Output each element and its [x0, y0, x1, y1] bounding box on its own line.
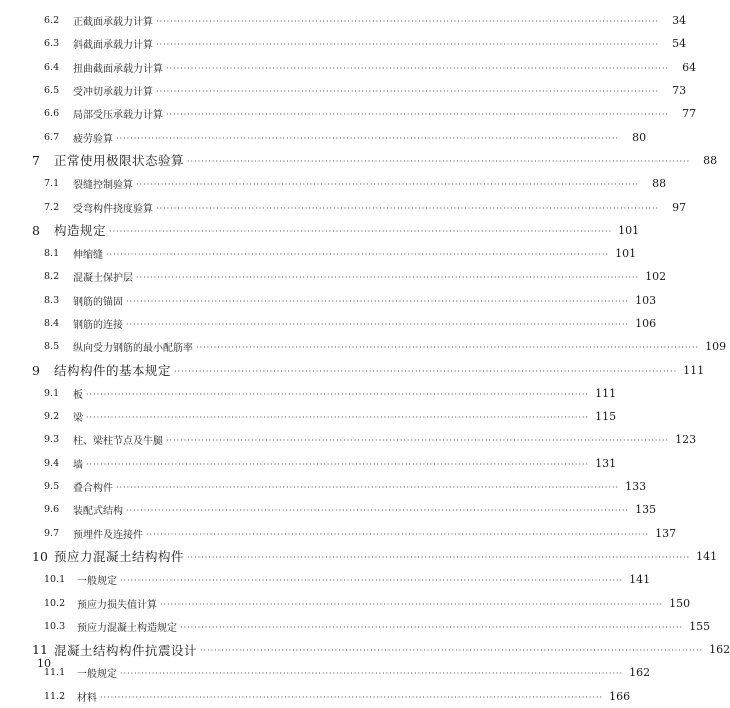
toc-entry-title: 局部受压承载力计算 — [73, 110, 163, 122]
toc-entry-page: 141 — [696, 549, 718, 563]
dot-leader — [136, 273, 639, 282]
toc-entry-title: 预应力混凝土结构构件 — [54, 549, 185, 565]
dot-leader — [86, 413, 589, 422]
toc-entry-number: 8 — [32, 222, 40, 238]
dot-leader — [187, 553, 690, 562]
toc-entry-number: 9.3 — [44, 434, 60, 446]
toc-entry-title: 钢筋的连接 — [73, 320, 123, 331]
toc-entry-number: 7.1 — [44, 178, 60, 190]
toc-section-entry — [0, 568, 651, 591]
toc-entry-page: 135 — [635, 503, 657, 517]
toc-entry-number: 8.4 — [44, 318, 60, 329]
dot-leader — [156, 87, 659, 96]
toc-entry-title: 受冲切承载力计算 — [73, 87, 153, 99]
toc-section-entry — [0, 615, 711, 638]
toc-section-entry — [0, 9, 687, 32]
dot-leader — [156, 40, 659, 49]
toc-entry-page: 34 — [672, 14, 687, 28]
dot-leader — [126, 506, 629, 515]
toc-entry-page: 123 — [675, 433, 697, 447]
dot-leader — [180, 623, 683, 632]
toc-entry-title: 斜截面承载力计算 — [73, 40, 153, 52]
toc-entry-page: 88 — [652, 177, 667, 191]
dot-leader — [160, 600, 663, 609]
toc-entry-title: 墙 — [73, 459, 83, 471]
toc-section-entry — [0, 102, 697, 125]
toc-entry-page: 102 — [645, 270, 667, 284]
toc-entry-number: 11.2 — [44, 690, 66, 702]
dot-leader — [109, 227, 612, 236]
toc-entry-title: 正常使用极限状态验算 — [54, 153, 185, 169]
toc-entry-number: 9.7 — [44, 527, 60, 539]
toc-entry-title: 梁 — [73, 413, 83, 425]
toc-chapter-entry — [0, 358, 705, 381]
dot-leader — [120, 576, 623, 585]
toc-entry-number: 6.6 — [44, 108, 60, 120]
toc-entry-number: 8.5 — [44, 341, 60, 353]
toc-section-entry — [0, 172, 667, 195]
toc-entry-page: 111 — [683, 363, 705, 377]
toc-entry-number: 10.2 — [44, 597, 66, 609]
toc-chapter-entry — [0, 638, 730, 661]
dot-leader — [187, 157, 690, 166]
toc-entry-title: 构造规定 — [54, 223, 107, 239]
toc-section-entry — [0, 685, 631, 708]
toc-entry-page: 166 — [609, 689, 631, 703]
toc-entry-number: 8.3 — [44, 294, 60, 306]
toc-entry-number: 11.1 — [44, 667, 66, 679]
toc-entry-page: 141 — [629, 573, 651, 587]
dot-leader — [166, 436, 669, 445]
toc-entry-page: 77 — [682, 107, 697, 121]
dot-leader — [126, 320, 629, 329]
toc-chapter-entry — [0, 545, 718, 568]
toc-entry-title: 一般规定 — [77, 576, 117, 588]
toc-list — [0, 9, 730, 708]
dot-leader — [86, 390, 589, 399]
toc-chapter-entry — [0, 149, 718, 172]
toc-entry-title: 伸缩缝 — [73, 250, 103, 262]
dot-leader — [100, 693, 603, 702]
toc-section-entry — [0, 265, 667, 288]
toc-section-entry — [0, 56, 697, 79]
toc-entry-number: 9.4 — [44, 457, 60, 469]
toc-entry-number: 8.2 — [44, 271, 60, 283]
toc-entry-title: 结构构件的基本规定 — [54, 363, 172, 379]
dot-leader — [156, 204, 659, 213]
toc-entry-page: 137 — [655, 526, 677, 540]
toc-entry-title: 装配式结构 — [73, 506, 123, 518]
toc-entry-number: 10.1 — [44, 574, 66, 586]
dot-leader — [174, 367, 677, 376]
dot-leader — [86, 460, 589, 469]
toc-entry-page: 131 — [595, 456, 617, 470]
toc-entry-title: 裂缝控制验算 — [73, 180, 133, 192]
toc-entry-page: 111 — [595, 386, 617, 400]
toc-entry-page: 97 — [672, 200, 687, 214]
toc-section-entry — [0, 591, 691, 614]
toc-section-entry — [0, 498, 657, 521]
toc-entry-number: 9.1 — [44, 387, 60, 399]
dot-leader — [166, 64, 669, 73]
toc-section-entry — [0, 475, 647, 498]
toc-entry-page: 103 — [635, 293, 657, 307]
toc-entry-page: 64 — [682, 60, 697, 74]
toc-entry-number: 9.2 — [44, 411, 60, 423]
toc-chapter-entry — [0, 219, 640, 242]
toc-entry-title: 混凝土保护层 — [73, 273, 133, 285]
toc-entry-number: 6.4 — [44, 61, 60, 73]
toc-entry-title: 混凝土结构构件抗震设计 — [54, 642, 198, 658]
toc-entry-title: 一般规定 — [77, 669, 117, 681]
toc-section-entry — [0, 522, 677, 545]
toc-section-entry — [0, 242, 637, 265]
toc-entry-title: 叠合构件 — [73, 483, 113, 495]
toc-entry-title: 受弯构件挠度验算 — [73, 203, 153, 215]
dot-leader — [116, 483, 619, 492]
toc-entry-number: 6.2 — [44, 15, 60, 27]
toc-section-entry — [0, 452, 617, 475]
toc-entry-number: 9.6 — [44, 504, 60, 516]
toc-entry-title: 钢筋的锚固 — [73, 296, 123, 308]
dot-leader — [136, 180, 639, 189]
toc-section-entry — [0, 428, 697, 451]
toc-entry-page: 54 — [672, 37, 687, 51]
toc-section-entry — [0, 382, 617, 405]
toc-entry-page: 106 — [635, 317, 657, 330]
toc-section-entry — [0, 79, 687, 102]
toc-entry-number: 6.5 — [44, 85, 60, 97]
toc-entry-page: 155 — [689, 619, 711, 633]
dot-leader — [106, 250, 609, 259]
toc-entry-page: 115 — [595, 410, 617, 424]
toc-section-entry — [0, 312, 657, 335]
toc-section-entry — [0, 661, 651, 684]
toc-entry-title: 预应力混凝土构造规定 — [77, 622, 177, 634]
toc-section-entry — [0, 405, 617, 428]
toc-entry-page: 150 — [669, 596, 691, 610]
toc-entry-number: 10.3 — [44, 620, 66, 632]
toc-entry-number: 9 — [32, 362, 40, 378]
toc-entry-page: 109 — [705, 340, 727, 354]
toc-section-entry — [0, 289, 657, 312]
toc-section-entry — [0, 125, 647, 148]
dot-leader — [166, 110, 669, 119]
toc-section-entry — [0, 195, 687, 218]
toc-entry-page: 162 — [629, 666, 651, 680]
toc-entry-number: 10 — [32, 548, 48, 564]
toc-entry-title: 扭曲截面承载力计算 — [73, 63, 163, 75]
toc-section-entry — [0, 335, 727, 358]
toc-entry-title: 预应力损失值计算 — [77, 599, 157, 611]
toc-entry-number: 8.1 — [44, 248, 60, 260]
toc-entry-title: 预埋件及连接件 — [73, 529, 143, 541]
toc-entry-number: 7.2 — [44, 201, 60, 213]
toc-section-entry — [0, 32, 687, 55]
toc-entry-title: 柱、梁柱节点及牛腿 — [73, 436, 163, 448]
toc-entry-page: 162 — [709, 643, 730, 657]
toc-entry-page: 101 — [618, 223, 640, 237]
page-number: 10 — [37, 657, 51, 670]
toc-entry-page: 73 — [672, 84, 687, 98]
dot-leader — [126, 297, 629, 306]
toc-entry-number: 11 — [32, 642, 48, 658]
toc-entry-page: 101 — [615, 247, 637, 261]
toc-entry-title: 纵向受力钢筋的最小配筋率 — [73, 343, 193, 355]
toc-entry-page: 133 — [625, 480, 647, 494]
dot-leader — [146, 530, 649, 539]
toc-entry-title: 材料 — [77, 692, 97, 704]
toc-entry-title: 正截面承载力计算 — [73, 17, 153, 29]
toc-entry-title: 板 — [73, 389, 83, 401]
dot-leader — [116, 134, 619, 143]
dot-leader — [200, 646, 703, 655]
toc-entry-number: 6.3 — [44, 38, 60, 50]
toc-entry-number: 7 — [32, 152, 40, 168]
dot-leader — [120, 669, 623, 678]
toc-entry-number: 6.7 — [44, 131, 60, 143]
toc-entry-number: 9.5 — [44, 481, 60, 493]
dot-leader — [156, 17, 659, 26]
dot-leader — [196, 343, 699, 352]
toc-entry-page: 88 — [703, 153, 718, 167]
toc-entry-title: 疲劳验算 — [73, 133, 113, 145]
toc-entry-page: 80 — [632, 130, 647, 144]
